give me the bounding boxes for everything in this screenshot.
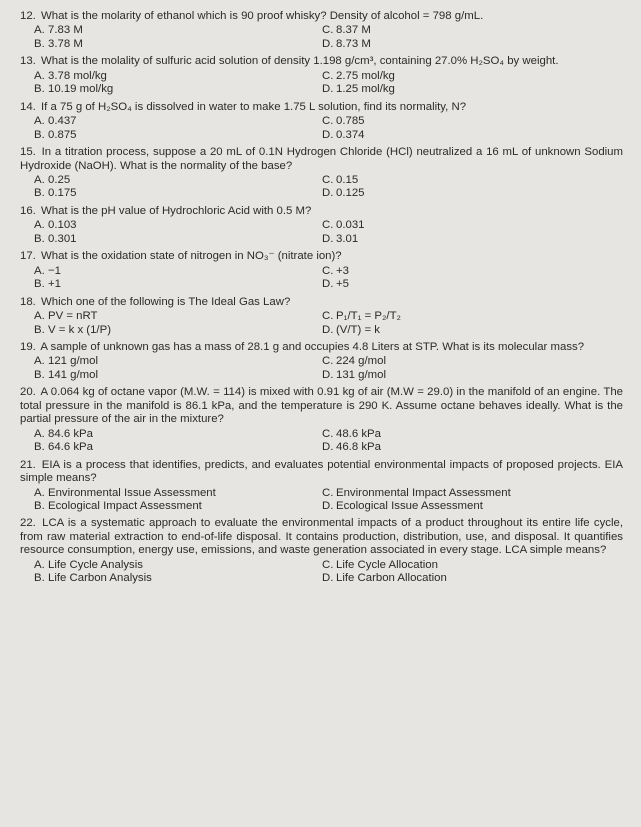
option-d[interactable]: D. +5 xyxy=(322,278,349,291)
option-a[interactable]: A. 0.103 xyxy=(34,219,77,232)
question-number: 14. xyxy=(20,100,36,113)
option-d[interactable]: D. 0.374 xyxy=(322,128,365,141)
question-20 xyxy=(20,386,623,454)
question-text: A 0.064 kg of octane vapor (M.W. = 114) is mixed with 0.91 kg of air (M.W = 29.0) in the manifold of an engine. The total pressure in the manifold is 86.1 kPa, and the temperature is 290 K. Assume octane behaves ideally. What is the partial pressure of the air in the mixture? xyxy=(20,386,623,426)
question-number: 12. xyxy=(20,10,36,22)
options xyxy=(20,559,623,586)
question-21 xyxy=(20,459,623,514)
option-c[interactable]: C. 224 g/mol xyxy=(322,355,387,368)
question-text: What is the pH value of Hydrochloric Acid with 0.5 M? xyxy=(41,204,312,217)
option-b[interactable]: B. 0.175 xyxy=(34,187,77,200)
question-12 xyxy=(20,10,623,51)
question-text: In a titration process, suppose a 20 mL of 0.1N Hydrogen Chloride (HCl) neutralized a 16 mL of unknown Sodium Hydroxide (NaOH). What is the normality of the base? xyxy=(20,146,624,172)
question-17 xyxy=(20,250,623,291)
option-c[interactable]: C. 0.031 xyxy=(322,219,365,232)
question-number: 21. xyxy=(20,458,36,471)
option-d[interactable]: D. 8.73 M xyxy=(322,37,371,50)
option-d[interactable]: D. 3.01 xyxy=(322,232,359,245)
question-number: 22. xyxy=(20,517,36,530)
option-b[interactable]: B. +1 xyxy=(34,278,61,291)
options xyxy=(20,219,623,246)
option-c[interactable]: C. P₁/T₁ = P₂/T₂ xyxy=(322,310,401,323)
question-text: What is the oxidation state of nitrogen in NO₃⁻ (nitrate ion)? xyxy=(41,250,342,263)
question-text: If a 75 g of H₂SO₄ is dissolved in water to make 1.75 L solution, find its normality, N? xyxy=(41,100,467,113)
question-number: 19. xyxy=(20,340,36,353)
option-d[interactable]: D. 0.125 xyxy=(322,187,365,200)
option-a[interactable]: A. 84.6 kPa xyxy=(34,427,93,440)
options xyxy=(20,428,623,455)
option-a[interactable]: A. 3.78 mol/kg xyxy=(34,69,107,82)
question-text: A sample of unknown gas has a mass of 28.1 g and occupies 4.8 Liters at STP. What is its molecular mass? xyxy=(40,340,585,353)
option-c[interactable]: C. Environmental Impact Assessment xyxy=(322,486,511,499)
options xyxy=(20,70,623,97)
option-d[interactable]: D. Life Carbon Allocation xyxy=(322,572,447,585)
option-a[interactable]: A. 0.25 xyxy=(34,173,71,186)
option-a[interactable]: A. 7.83 M xyxy=(34,24,83,37)
option-c[interactable]: C. +3 xyxy=(322,264,349,277)
option-d[interactable]: D. (V/T) = k xyxy=(322,323,380,336)
option-b[interactable]: B. 64.6 kPa xyxy=(34,441,93,454)
question-text: What is the molality of sulfuric acid solution of density 1.198 g/cm³, containing 27.0% H₂SO₄ by weight. xyxy=(41,55,559,68)
option-b[interactable]: B. 0.301 xyxy=(34,232,77,245)
option-a[interactable]: A. PV = nRT xyxy=(34,310,98,323)
option-d[interactable]: D. 1.25 mol/kg xyxy=(322,83,395,96)
option-b[interactable]: B. 3.78 M xyxy=(34,37,83,50)
option-a[interactable]: A. −1 xyxy=(34,264,61,277)
option-d[interactable]: D. 131 g/mol xyxy=(322,368,387,381)
option-b[interactable]: B. V = k x (1/P) xyxy=(34,323,111,336)
question-22 xyxy=(20,517,623,585)
option-b[interactable]: B. Life Carbon Analysis xyxy=(34,572,152,585)
question-19 xyxy=(20,341,623,382)
question-number: 13. xyxy=(20,55,36,68)
option-b[interactable]: B. 141 g/mol xyxy=(34,368,99,381)
option-a[interactable]: A. 0.437 xyxy=(34,115,77,128)
option-c[interactable]: C. 48.6 kPa xyxy=(322,427,381,440)
option-b[interactable]: B. 10.19 mol/kg xyxy=(34,83,114,96)
question-15 xyxy=(20,146,623,201)
options xyxy=(20,174,623,201)
option-a[interactable]: A. Life Cycle Analysis xyxy=(34,558,143,571)
option-b[interactable]: B. 0.875 xyxy=(34,128,77,141)
option-c[interactable]: C. 2.75 mol/kg xyxy=(322,69,395,82)
question-14 xyxy=(20,101,623,142)
option-c[interactable]: C. 0.785 xyxy=(322,115,365,128)
option-c[interactable]: C. 0.15 xyxy=(322,173,359,186)
question-number: 15. xyxy=(20,146,36,159)
question-number: 18. xyxy=(20,295,36,308)
option-a[interactable]: A. Environmental Issue Assessment xyxy=(34,486,216,499)
option-c[interactable]: C. Life Cycle Allocation xyxy=(322,558,438,571)
options xyxy=(20,265,623,292)
options xyxy=(20,310,623,337)
options xyxy=(20,355,623,382)
question-text: LCA is a systematic approach to evaluate the environmental impacts of a product throughout its entire life cycle, from raw material extraction to end-of-life disposal. It contains production, distribution, use, and disposal. It quantifies resource consumption, energy use, emissions, and waste generation associated in every stage. LCA simple means? xyxy=(20,517,623,557)
option-a[interactable]: A. 121 g/mol xyxy=(34,355,99,368)
question-number: 16. xyxy=(20,204,36,217)
question-13 xyxy=(20,55,623,96)
question-18 xyxy=(20,296,623,337)
options xyxy=(20,24,623,51)
option-c[interactable]: C. 8.37 M xyxy=(322,24,371,37)
options xyxy=(20,115,623,142)
question-text: EIA is a process that identifies, predicts, and evaluates potential environmental impacts of proposed projects. EIA simple means? xyxy=(20,458,624,485)
question-text: Which one of the following is The Ideal Gas Law? xyxy=(41,295,291,308)
question-16 xyxy=(20,205,623,246)
option-d[interactable]: D. Ecological Issue Assessment xyxy=(322,499,483,512)
option-d[interactable]: D. 46.8 kPa xyxy=(322,441,381,454)
question-text: What is the molarity of ethanol which is 90 proof whisky? Density of alcohol = 798 g/mL. xyxy=(41,10,484,22)
option-b[interactable]: B. Ecological Impact Assessment xyxy=(34,499,202,512)
options xyxy=(20,487,623,514)
question-number: 17. xyxy=(20,250,36,263)
question-number: 20. xyxy=(20,386,36,399)
